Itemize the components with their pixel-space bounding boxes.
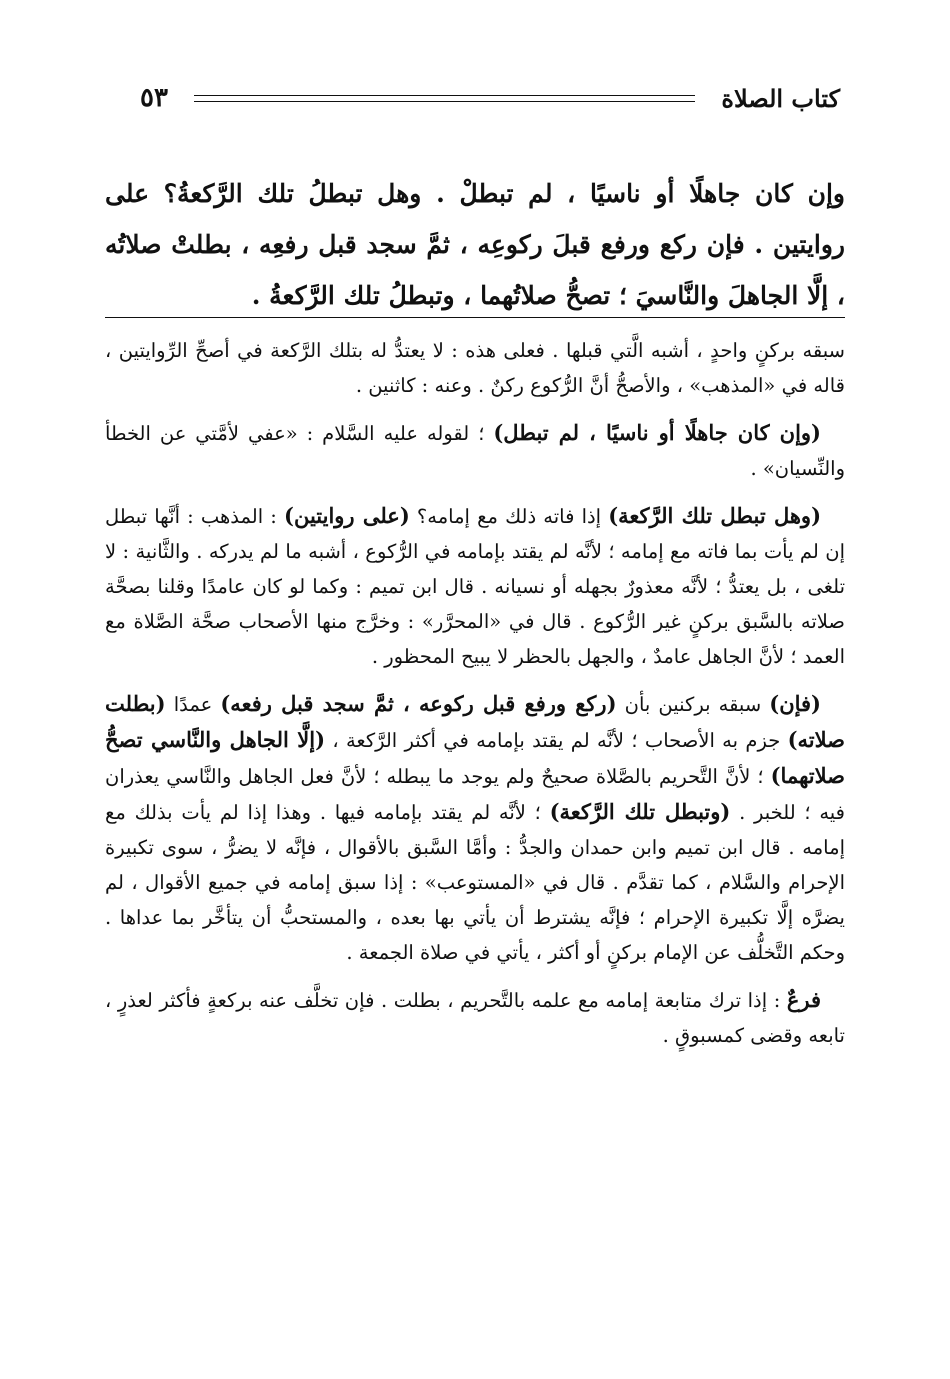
branch-heading: فرعٌ bbox=[786, 987, 821, 1012]
book-title: كتاب الصلاة bbox=[721, 83, 840, 113]
text-run: : المذهب : أنَّها تبطل إن لم يأت بما فاته مع إمامه ؛ لأنَّه لم يقتد بإمامه في الرُّكوع ، أشبه ما لم يدركه . والثَّانية : لا تلغى ، بل يعتدُّ ؛ لأنَّه معذورٌ بجهله أو نسيانه . قال ابن تميم : وكما لو كان عامدًا وقلنا بصحَّة صلاته بالسَّبق بركنٍ غير الرُّكوع . قال في «المحرَّر» : وخرَّج منها الأصحاب صحَّة الصَّلاة مع العمد ؛ لأنَّ الجاهل عامدٌ ، والجهل بالحظر لا يبيح المحظور . bbox=[105, 505, 845, 668]
matn-quote: (بطلت صلاته) bbox=[105, 691, 845, 752]
text-run: ؛ لقوله عليه السَّلام : «عفي لأمَّتي عن الخطأ والنِّسيان» . bbox=[105, 422, 845, 480]
matn-quote: (وهل تبطل تلك الرَّكعة) bbox=[608, 503, 822, 528]
text-run: ؛ لأنَّه لم يقتد بإمامه فيها . وهذا إذا لم يأت بذلك مع إمامه . قال ابن تميم وابن حمدان والجدُّ : وأمَّا السَّبق بالأقوال ، فإنَّه لا يضرُّ ، سوى تكبيرة الإحرام والسَّلام ، كما تقدَّم . قال في «المستوعب» : إذا سبق إمامه في جميع الأقوال ، لم يضرَّه إلَّا تكبيرة الإحرام ؛ فإنَّه يشترط أن يأتي بها بعده ، والمستحبُّ أن يتأخَّر بما عداها . وحكم التَّخلُّف عن الإمام بركنٍ أو أكثر ، يأتي في صلاة الجمعة . bbox=[105, 801, 845, 964]
header-rule bbox=[194, 95, 695, 102]
matn-quote: (على روايتين) bbox=[284, 503, 410, 528]
text-run: ؛ لأنَّ التَّحريم بالصَّلاة صحيحٌ ولم يوجد ما يبطله ؛ لأنَّ فعل الجاهل والنَّاسي يعذران فيه ؛ للخبر . bbox=[105, 765, 846, 824]
page-header bbox=[140, 78, 840, 118]
sharh-paragraph-3 bbox=[105, 498, 845, 674]
matn-quote: (فإن) bbox=[769, 691, 821, 716]
page-number: ٥٣ bbox=[140, 83, 168, 113]
sharh-paragraph-5 bbox=[105, 982, 845, 1053]
text-run: إذا فاته ذلك مع إمامه؟ bbox=[409, 505, 609, 528]
text-run: سبقه بركنٍ واحدٍ ، أشبه الَّتي قبلها . فعلى هذه : لا يعتدُّ له بتلك الرَّكعة في أصحِّ الرِّوايتين ، قاله في «المذهب» ، والأصحُّ أنَّ الرُّكوع ركنٌ . وعنه : كاثنين . bbox=[105, 339, 845, 397]
text-run: جزم به الأصحاب ؛ لأنَّه لم يقتد بإمامه في أكثر الرَّكعة ، bbox=[325, 729, 788, 752]
matn-quote: (إلَّا الجاهل والنَّاسي تصحُّ صلاتهما) bbox=[105, 727, 845, 788]
sharh-paragraph-2 bbox=[105, 415, 845, 486]
sharh-text bbox=[105, 333, 845, 1065]
matn-sentence: وإن كان جاهلًا أو ناسيًا ، لم تبطلْ . وهل تبطلُ تلك الرَّكعةُ؟ على روايتين . فإن ركع ورفع قبلَ ركوعِه ، ثمَّ سجد قبل رفعِه ، بطلتْ صلاتُه ، إلَّا الجاهلَ والنَّاسيَ ؛ تصحُّ صلاتُهما ، وتبطلُ تلك الرَّكعةُ . bbox=[105, 179, 845, 310]
sharh-paragraph-4 bbox=[105, 686, 845, 970]
matn-quote: (وإن كان جاهلًا أو ناسيًا ، لم تبطل) bbox=[493, 420, 821, 445]
text-run: عمدًا bbox=[165, 693, 221, 716]
section-divider bbox=[105, 317, 845, 318]
sharh-paragraph-1 bbox=[105, 333, 845, 403]
matn-quote: (وتبطل تلك الرَّكعة) bbox=[549, 799, 731, 824]
text-run: سبقه بركنين بأن bbox=[616, 693, 770, 716]
text-run: : إذا ترك متابعة إمامه مع علمه بالتَّحريم ، بطلت . فإن تخلَّف عنه بركعةٍ فأكثر لعذرٍ ، تابعه وقضى كمسبوقٍ . bbox=[105, 989, 845, 1047]
matn-quote: (ركع ورفع قبل ركوعه ، ثمَّ سجد قبل رفعه) bbox=[220, 691, 617, 716]
matn-text bbox=[105, 168, 845, 321]
